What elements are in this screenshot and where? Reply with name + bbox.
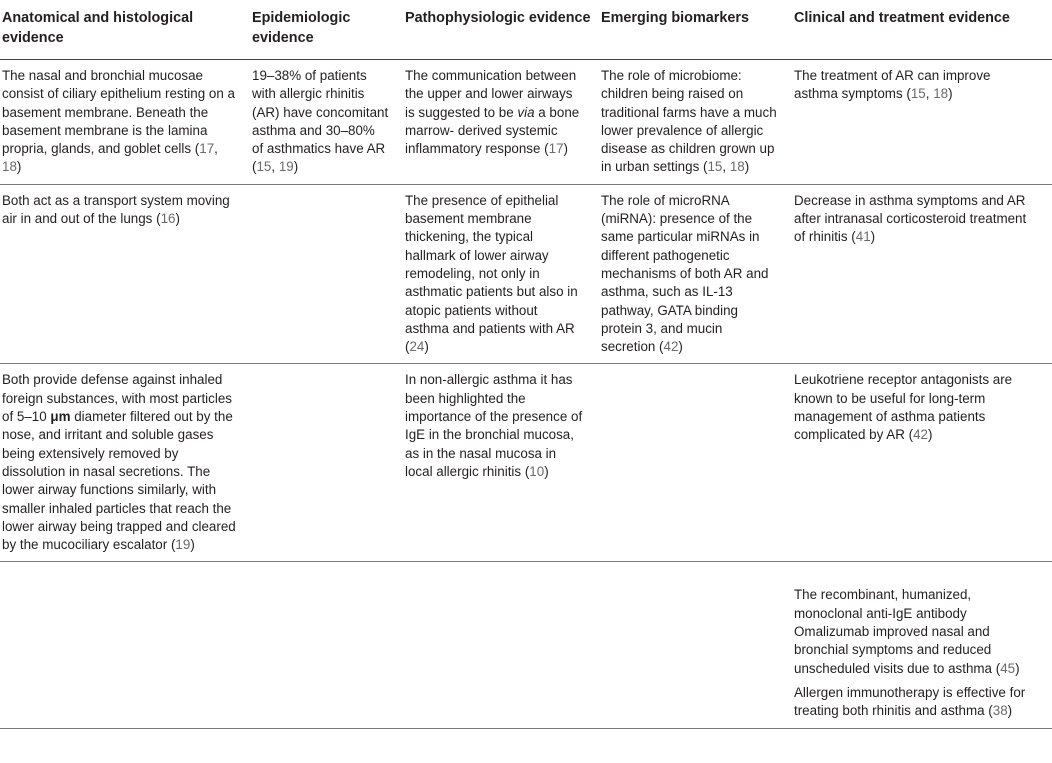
header-anatomical: Anatomical and histological evidence — [0, 0, 250, 60]
cell-clinical — [792, 562, 1052, 728]
table-row — [0, 364, 1052, 562]
unit-text: μm — [50, 409, 71, 425]
cell-text: Both act as a transport system moving air in and out of the lungs ( — [2, 192, 230, 227]
citation-close: ) — [424, 339, 429, 355]
citation-separator: , — [271, 159, 279, 175]
citation-close: ) — [744, 159, 750, 175]
cell-epidemiologic-empty — [250, 364, 403, 562]
cell-text: The recombinant, humanized, monoclonal anti-IgE antibody Omalizumab improved nasal and bronchial symptoms and reduced unscheduled visits due to asthma ( — [794, 587, 1001, 676]
cell-anatomical-empty — [0, 562, 250, 728]
cell-pathophysiologic-empty — [403, 562, 599, 728]
cell-text: The communication between the upper and lower airways is suggested to be — [405, 68, 577, 120]
cell-text: The presence of epithelial basement membrane thickening, the typical hallmark of lower airway remodeling, not only in asthmatic patients but also in atopic patients without asthma and patients with AR ( — [405, 192, 578, 355]
cell-text: diameter filtered out by the nose, and irritant and soluble gases being extensively removed by dissolution in nasal secretions. The lower airway functions similarly, with smaller inhaled particles that reach the lower airway being trapped and cleared by the mucociliary escalator ( — [2, 409, 236, 553]
citation-close: ) — [948, 86, 953, 102]
citation-link[interactable]: 10 — [529, 463, 545, 479]
citation-close: ) — [1007, 703, 1013, 719]
cell-biomarkers — [599, 60, 792, 185]
citation-link[interactable]: 41 — [855, 229, 871, 245]
cell-pathophysiologic — [403, 364, 599, 562]
table-row — [0, 562, 1052, 728]
citation-close: ) — [678, 339, 683, 355]
citation-close: ) — [927, 427, 933, 443]
citation-link[interactable]: 17 — [199, 141, 215, 157]
cell-epidemiologic-empty — [250, 562, 403, 728]
citation-link[interactable]: 16 — [160, 211, 176, 227]
citation-link[interactable]: 15 — [910, 86, 926, 102]
citation-close: ) — [175, 211, 180, 227]
citation-link[interactable]: 42 — [663, 339, 679, 355]
cell-text: The role of microRNA (miRNA): presence of the same particular miRNAs in different pathogenetic mechanisms of both AR and asthma, such as IL-13 pathway, GATA binding protein 3, and mucin secretion ( — [601, 192, 769, 355]
citation-close: ) — [190, 537, 195, 553]
citation-close: ) — [293, 159, 299, 175]
cell-biomarkers — [599, 184, 792, 364]
citation-close: ) — [1015, 660, 1020, 676]
citation-link[interactable]: 24 — [409, 339, 425, 355]
cell-text: The treatment of AR can improve asthma symptoms ( — [794, 68, 991, 102]
citation-link[interactable]: 15 — [256, 159, 272, 175]
cell-text: The role of microbiome: children being raised on traditional farms have a much lower prevalence of allergic disease as children grown up in urban settings ( — [601, 68, 777, 175]
cell-clinical — [792, 60, 1052, 185]
citation-close: ) — [544, 463, 549, 479]
cell-text: 19–38% of patients with allergic rhinitis (AR) have concomitant asthma and 30–80% of asthmatics have AR ( — [252, 68, 389, 175]
header-pathophysiologic: Pathophysiologic evidence — [403, 0, 599, 60]
citation-link[interactable]: 17 — [548, 141, 564, 157]
cell-epidemiologic-empty — [250, 184, 403, 364]
cell-anatomical — [0, 60, 250, 185]
cell-biomarkers-empty — [599, 562, 792, 728]
cell-text: a bone marrow- derived systemic inflammatory response ( — [405, 104, 580, 157]
citation-link[interactable]: 19 — [278, 159, 294, 175]
cell-clinical — [792, 184, 1052, 364]
cell-text: Decrease in asthma symptoms and AR after intranasal corticosteroid treatment of rhinitis ( — [794, 192, 1027, 245]
header-biomarkers: Emerging biomarkers — [599, 0, 792, 60]
citation-separator: , — [925, 86, 934, 102]
header-epidemiologic: Epidemiologic evidence — [250, 0, 403, 60]
citation-link[interactable]: 19 — [175, 537, 191, 553]
cell-pathophysiologic — [403, 184, 599, 364]
citation-close: ) — [563, 141, 569, 157]
citation-link[interactable]: 38 — [992, 703, 1008, 719]
cell-text: Allergen immunotherapy is effective for treating both rhinitis and asthma ( — [794, 684, 1026, 719]
cell-paragraph — [794, 586, 1038, 677]
cell-emphasis: via — [517, 104, 535, 120]
cell-biomarkers-empty — [599, 364, 792, 562]
header-row — [0, 0, 1052, 60]
cell-text: Both provide defense against inhaled foreign substances, with most particles of 5–10 — [2, 372, 232, 425]
cell-paragraph — [794, 684, 1038, 721]
table-row — [0, 184, 1052, 364]
cell-anatomical — [0, 364, 250, 562]
citation-link[interactable]: 18 — [729, 159, 745, 175]
cell-pathophysiologic — [403, 60, 599, 185]
citation-link[interactable]: 45 — [1000, 660, 1016, 676]
citation-link[interactable]: 15 — [707, 159, 723, 175]
cell-text: Leukotriene receptor antagonists are known to be useful for long-term management of asthma patients complicated by AR ( — [794, 372, 1013, 443]
cell-epidemiologic — [250, 60, 403, 185]
header-clinical: Clinical and treatment evidence — [792, 0, 1052, 60]
cell-text: In non-allergic asthma it has been highlighted the importance of the presence of IgE in the bronchial mucosa, as in the nasal mucosa in local allergic rhinitis ( — [405, 372, 583, 479]
citation-separator: , — [214, 141, 218, 157]
citation-link[interactable]: 42 — [913, 427, 928, 443]
citation-close: ) — [870, 229, 876, 245]
cell-clinical — [792, 364, 1052, 562]
citation-close: ) — [16, 159, 22, 175]
cell-text: The nasal and bronchial mucosae consist of ciliary epithelium resting on a basement membrane. Beneath the basement membrane is the lamina propria, glands, and goblet cells ( — [2, 68, 235, 157]
citation-separator: , — [722, 159, 730, 175]
cell-anatomical — [0, 184, 250, 364]
citation-link[interactable]: 18 — [933, 86, 949, 102]
table-row — [0, 60, 1052, 185]
citation-link[interactable]: 18 — [2, 159, 17, 175]
